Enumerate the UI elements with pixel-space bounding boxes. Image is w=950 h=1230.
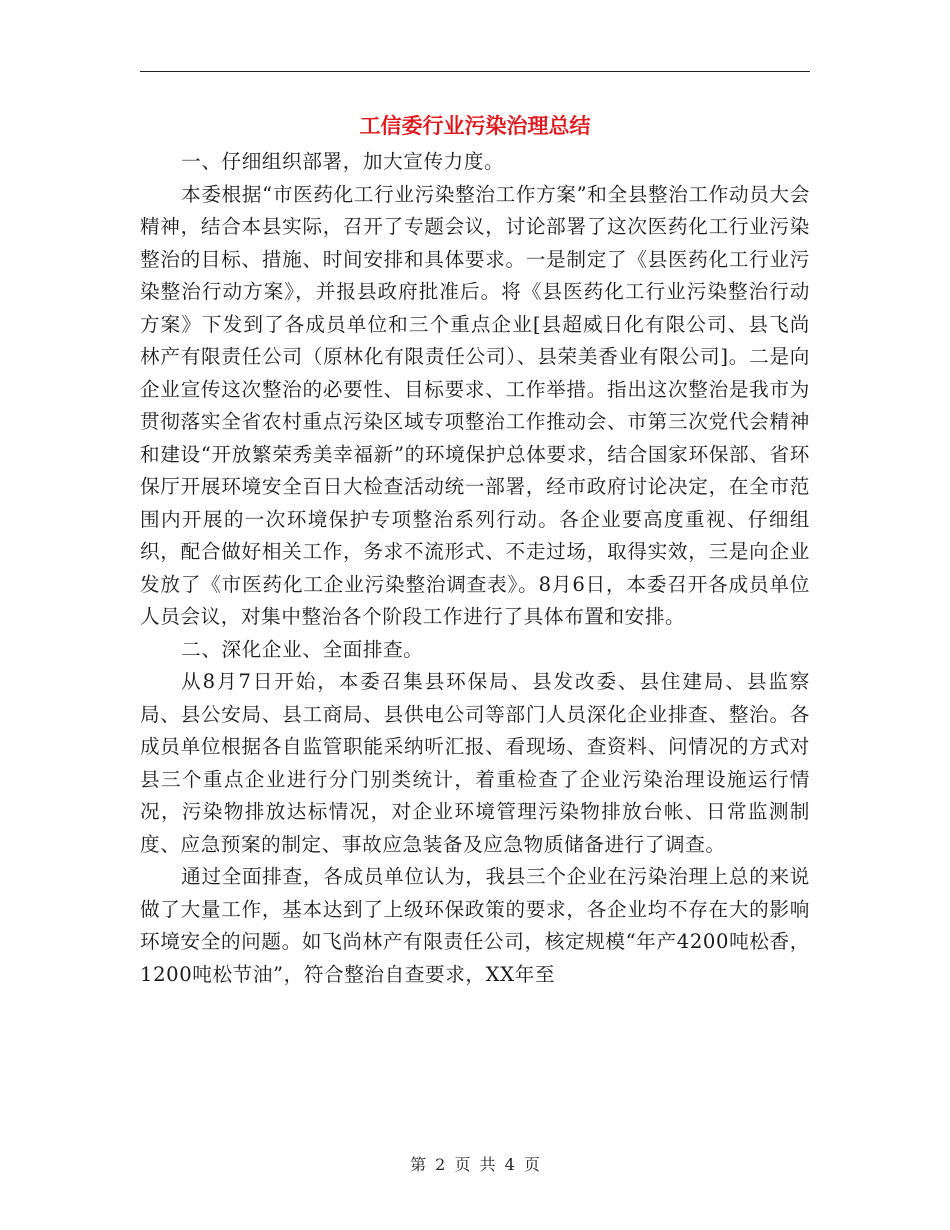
body-paragraph: 本委根据“市医药化工行业污染整治工作方案”和全县整治工作动员大会精神，结合本县实际，召开了专题会议，讨论部署了这次医药化工行业污染整治的目标、措施、时间安排和具体要求。一是制定了《县医药化工行业污染整治行动方案》，并报县政府批准后。将《县医药化工行业污染整治行动方案》下发到了各成员单位和三个重点企业[县超威日化有限公司、县飞尚林产有限责任公司（原林化有限责任公司）、县荣美香业有限公司]。二是向企业宣传这次整治的必要性、目标要求、工作举措。指出这次整治是我市为贯彻落实全省农村重点污染区域专项整治工作推动会、市第三次党代会精神和建设“开放繁荣秀美幸福新”的环境保护总体要求，结合国家环保部、省环保厅开展环境安全百日大检查活动统一部署，经市政府讨论决定，在全市范围内开展的一次环境保护专项整治系列行动。各企业要高度重视、仔细组织，配合做好相关工作，务求不流形式、不走过场，取得实效，三是向企业发放了《市医药化工企业污染整治调查表》。8月6日，本委召开各成员单位人员会议，对集中整治各个阶段工作进行了具体布置和安排。 bbox=[140, 182, 810, 628]
page-number-footer: 第 2 页 共 4 页 bbox=[410, 1155, 540, 1174]
header-rule bbox=[140, 71, 810, 72]
body-paragraph: 通过全面排查，各成员单位认为，我县三个企业在污染治理上总的来说做了大量工作，基本达到了上级环保政策的要求，各企业均不存在大的影响环境安全的问题。如飞尚林产有限责任公司，核定规模“年产4200吨松香，1200吨松节油”，符合整治自查要求，XX年至 bbox=[140, 865, 810, 986]
section-heading-1: 一、仔细组织部署，加大宣传力度。 bbox=[181, 150, 505, 173]
document-body bbox=[140, 146, 810, 991]
body-paragraph: 从8月7日开始，本委召集县环保局、县发改委、县住建局、县监察局、县公安局、县工商局、县供电公司等部门人员深化企业排查、整治。各成员单位根据各自监管职能采纳听汇报、看现场、查资料、问情况的方式对县三个重点企业进行分门别类统计，着重检查了企业污染治理设施运行情况，污染物排放达标情况，对企业环境管理污染物排放台帐、日常监测制度、应急预案的制定、事故应急装备及应急物质储备进行了调查。 bbox=[140, 670, 810, 856]
section-heading-2: 二、深化企业、全面排查。 bbox=[181, 637, 424, 661]
document-title: 工信委行业污染治理总结 bbox=[359, 114, 591, 138]
